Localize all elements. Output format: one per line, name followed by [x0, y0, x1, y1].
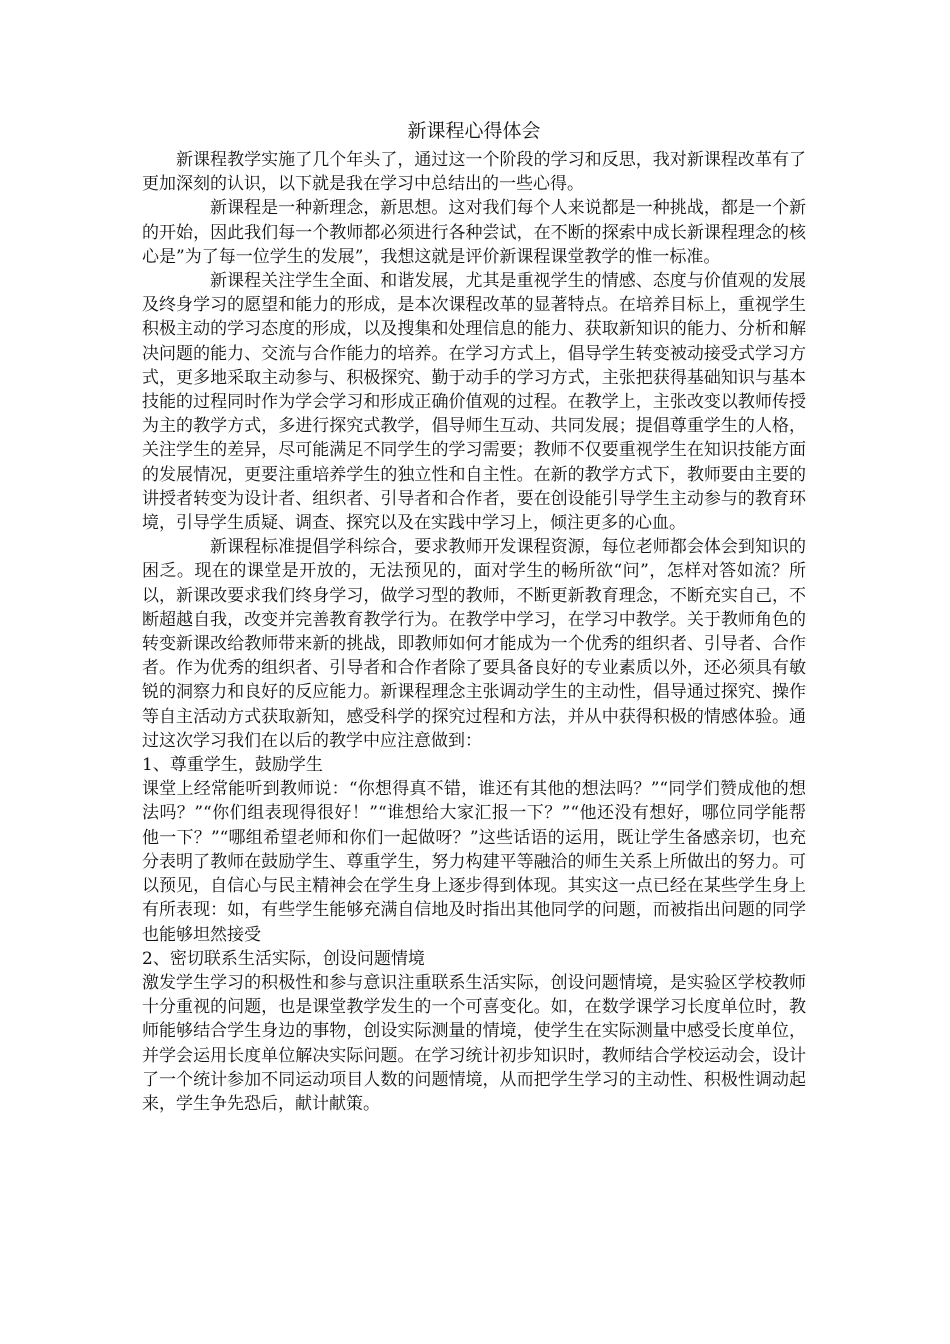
section-heading-real-life: 2、密切联系生活实际，创设问题情境	[142, 948, 425, 969]
paragraph-new-concept: 新课程是一种新理念，新思想。这对我们每个人来说都是一种挑战，都是一个新的开始，因此我们每一个教师都必须进行各种尝试，在不断的探索中成长新课程理念的核心是”为了每一位学生的发展”，我想这就是评价新课程课堂教学的惟一标准。	[142, 198, 806, 267]
section-heading-respect-students: 1、尊重学生，鼓励学生	[142, 755, 323, 776]
section-body-respect-students: 课堂上经常能听到教师说：“你想得真不错，谁还有其他的想法吗？”“同学们赞成他的想法吗？”“你们组表现得很好！”“谁想给大家汇报一下？”“他还没有想好，哪位同学能帮他一下？”“哪组希望老师和你们一起做呀？”这些话语的运用，既让学生备感亲切，也充分表明了教师在鼓励学生、尊重学生，努力构建平等融洽的师生关系上所做出的努力。可以预见，自信心与民主精神会在学生身上逐步得到体现。其实这一点已经在某些学生身上有所表现：如，有些学生能够充满自信地及时指出其他同学的问题，而被指出问题的同学也能够坦然接受	[142, 779, 806, 945]
intro-paragraph: 新课程教学实施了几个年头了，通过这一个阶段的学习和反思，我对新课程改革有了更加深刻的认识，以下就是我在学习中总结出的一些心得。	[142, 150, 806, 195]
document-page	[142, 118, 806, 1116]
paragraph-curriculum-standard: 新课程标准提倡学科综合，要求教师开发课程资源，每位老师都会体会到知识的困乏。现在的课堂是开放的，无法预见的，面对学生的畅所欲“问”，怎样对答如流？所以，新课改要求我们终身学习，做学习型的教师，不断更新教育理念，不断充实自己，不断超越自我，改变并完善教育教学行为。在教学中学习，在学习中教学。关于教师角色的转变新课改给教师带来新的挑战，即教师如何才能成为一个优秀的组织者、引导者、合作者。作为优秀的组织者、引导者和合作者除了要具备良好的专业素质以外，还必须具有敏锐的洞察力和良好的反应能力。新课程理念主张调动学生的主动性，倡导通过探究、操作等自主活动方式获取新知，感受科学的探究过程和方法，并从中获得积极的情感体验。通过这次学习我们在以后的教学中应注意做到：	[142, 537, 806, 751]
document-title: 新课程心得体会	[407, 120, 541, 142]
section-body-real-life: 激发学生学习的积极性和参与意识注重联系生活实际，创设问题情境，是实验区学校教师十分重视的问题，也是课堂教学发生的一个可喜变化。如，在数学课学习长度单位时，教师能够结合学生身边的事物，创设实际测量的情境，使学生在实际测量中感受长度单位，并学会运用长度单位解决实际问题。在学习统计初步知识时，教师结合学校运动会，设计了一个统计参加不同运动项目人数的问题情境，从而把学生学习的主动性、积极性调动起来，学生争先恐后，献计献策。	[142, 972, 806, 1114]
paragraph-student-development: 新课程关注学生全面、和谐发展，尤其是重视学生的情感、态度与价值观的发展及终身学习的愿望和能力的形成，是本次课程改革的显著特点。在培养目标上，重视学生积极主动的学习态度的形成，以及搜集和处理信息的能力、获取新知识的能力、分析和解决问题的能力、交流与合作能力的培养。在学习方式上，倡导学生转变被动接受式学习方式，更多地采取主动参与、积极探究、勤于动手的学习方式，主张把获得基础知识与基本技能的过程同时作为学会学习和形成正确价值观的过程。在教学上，主张改变以教师传授为主的教学方式，多进行探究式教学，倡导师生互动、共同发展；提倡尊重学生的人格，关注学生的差异，尽可能满足不同学生的学习需要；教师不仅要重视学生在知识技能方面的发展情况，更要注重培养学生的独立性和自主性。在新的教学方式下，教师要由主要的讲授者转变为设计者、组织者、引导者和合作者，要在创设能引导学生主动参与的教育环境，引导学生质疑、调查、探究以及在实践中学习上，倾注更多的心血。	[142, 271, 806, 534]
